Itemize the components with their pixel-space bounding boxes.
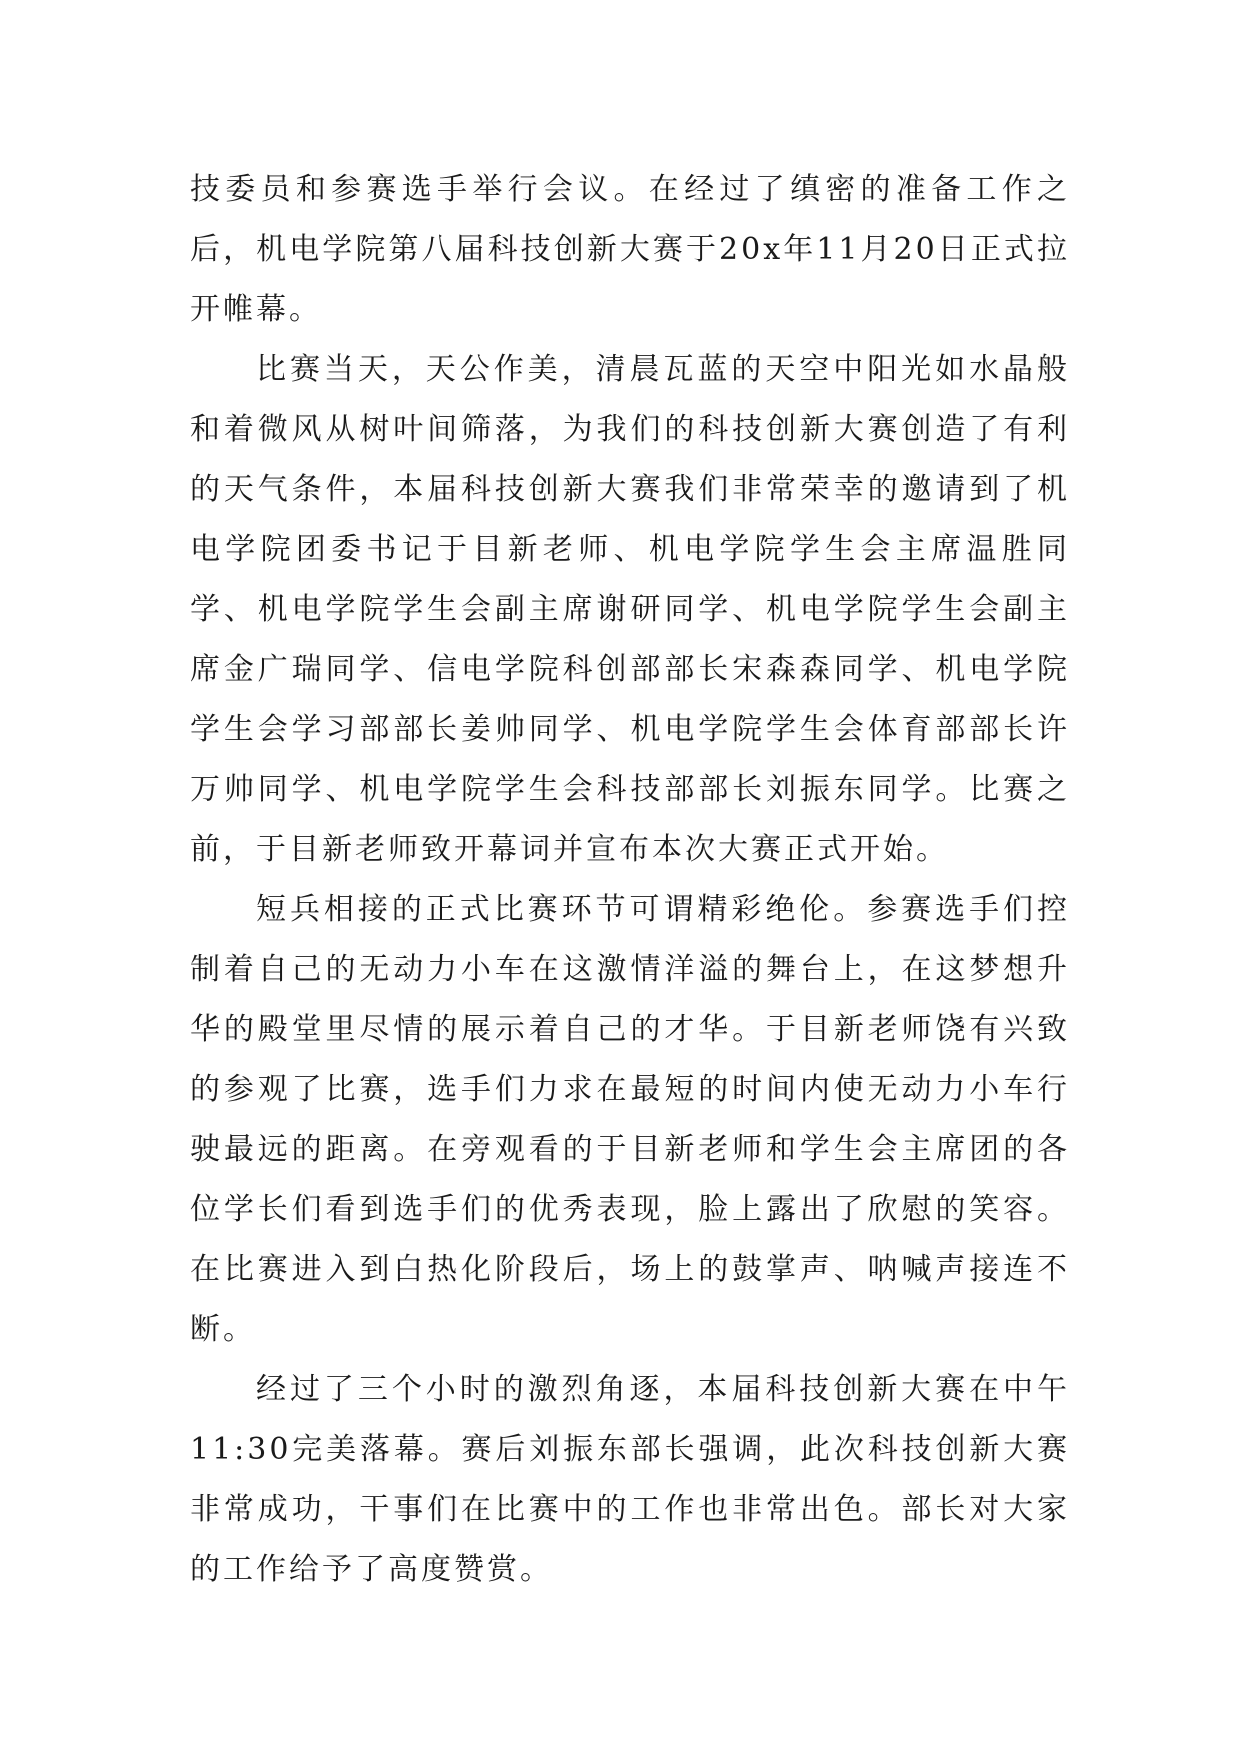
document-body <box>190 160 1070 1600</box>
paragraph-4: 经过了三个小时的激烈角逐，本届科技创新大赛在中午11:30完美落幕。赛后刘振东部长强调，此次科技创新大赛非常成功，干事们在比赛中的工作也非常出色。部长对大家的工作给予了高度赞赏。 <box>190 1372 1070 1587</box>
paragraph-3: 短兵相接的正式比赛环节可谓精彩绝伦。参赛选手们控制着自己的无动力小车在这激情洋溢的舞台上，在这梦想升华的殿堂里尽情的展示着自己的才华。于目新老师饶有兴致的参观了比赛，选手们力求在最短的时间内使无动力小车行驶最远的距离。在旁观看的于目新老师和学生会主席团的各位学长们看到选手们的优秀表现，脸上露出了欣慰的笑容。在比赛进入到白热化阶段后，场上的鼓掌声、呐喊声接连不断。 <box>190 892 1070 1347</box>
paragraph-2: 比赛当天，天公作美，清晨瓦蓝的天空中阳光如水晶般和着微风从树叶间筛落，为我们的科技创新大赛创造了有利的天气条件，本届科技创新大赛我们非常荣幸的邀请到了机电学院团委书记于目新老师、机电学院学生会主席温胜同学、机电学院学生会副主席谢研同学、机电学院学生会副主席金广瑞同学、信电学院科创部部长宋森森同学、机电学院学生会学习部部长姜帅同学、机电学院学生会体育部部长许万帅同学、机电学院学生会科技部部长刘振东同学。比赛之前，于目新老师致开幕词并宣布本次大赛正式开始。 <box>190 352 1070 867</box>
paragraph-1: 技委员和参赛选手举行会议。在经过了缜密的准备工作之后，机电学院第八届科技创新大赛于20x年11月20日正式拉开帷幕。 <box>190 172 1070 327</box>
